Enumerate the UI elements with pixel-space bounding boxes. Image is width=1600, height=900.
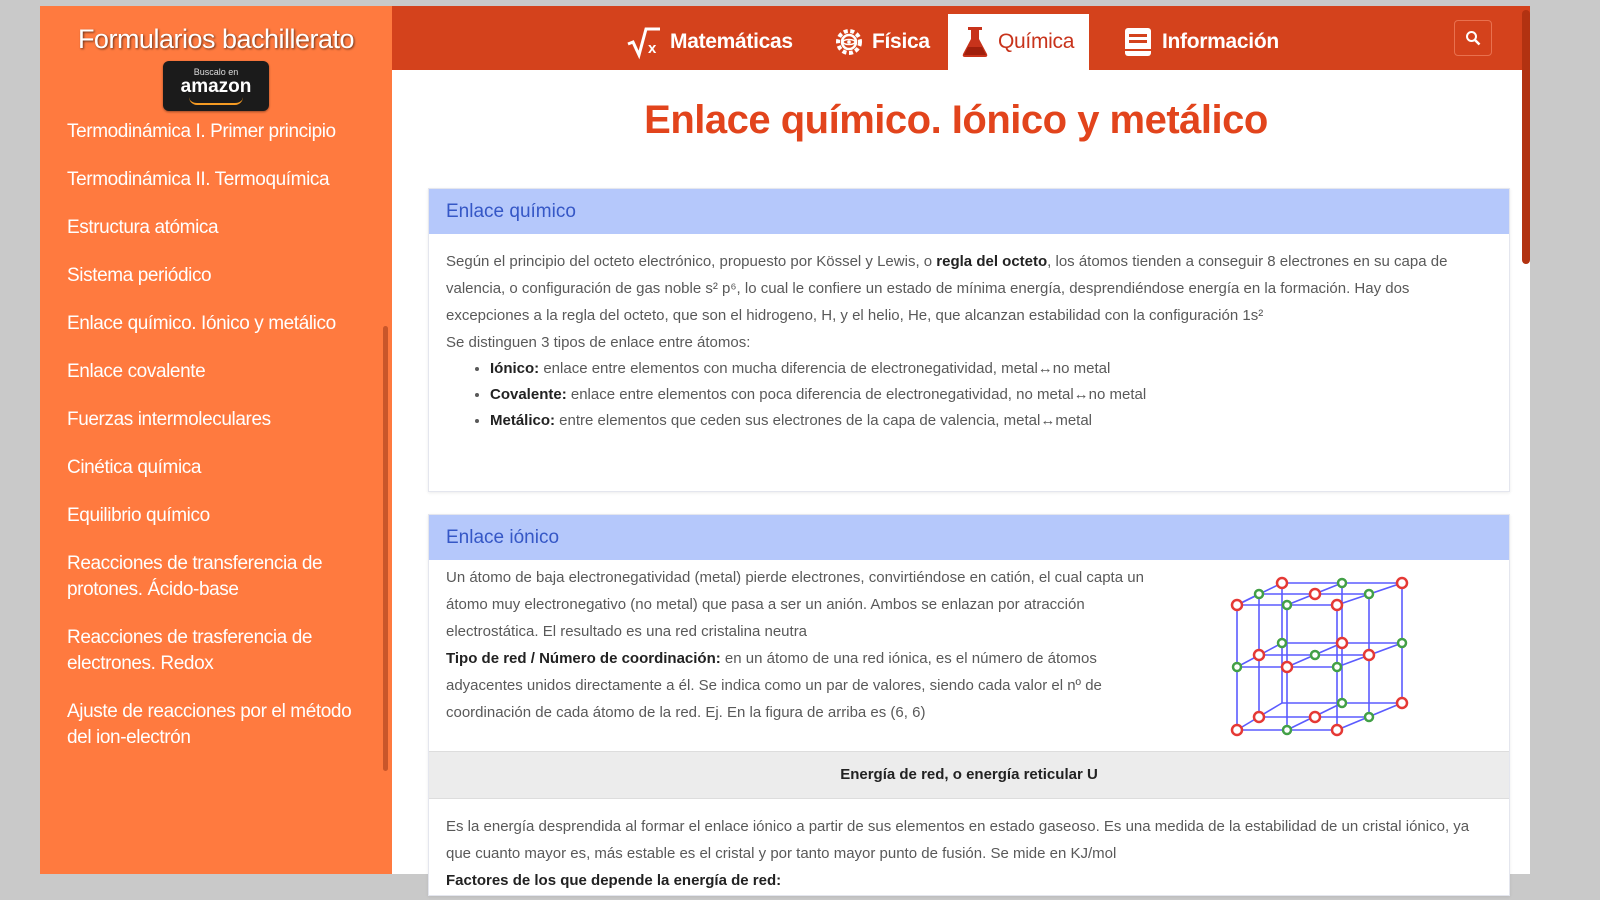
tab-fisica[interactable]: [820, 14, 944, 70]
panel-enlace-ionico: [428, 514, 1510, 896]
text-run: enlace entre elementos con poca diferencia de electronegatividad, no metal↔no metal: [566, 386, 1147, 403]
tab-label: Física: [872, 30, 930, 53]
text-run: enlace entre elementos con mucha diferencia de electronegatividad, metal↔no metal: [539, 360, 1111, 377]
sidebar-item-estructura-atomica[interactable]: Estructura atómica: [67, 217, 219, 238]
tab-label: Química: [998, 30, 1075, 53]
panel-heading: Enlace iónico: [429, 515, 1509, 560]
tab-label: Matemáticas: [670, 30, 793, 53]
sidebar-item-termodinamica-2[interactable]: Termodinámica II. Termoquímica: [67, 169, 330, 190]
bold-term: Covalente:: [490, 386, 567, 403]
paragraph-tipos: Se distinguen 3 tipos de enlace entre átomos:: [446, 334, 751, 351]
book-icon: [1122, 26, 1154, 58]
search-button[interactable]: [1454, 20, 1492, 56]
search-icon: [1465, 30, 1481, 46]
list-item: [490, 382, 1481, 408]
sidebar-item-ion-electron[interactable]: Ajuste de reacciones por el método del ion-electrón: [67, 701, 352, 748]
list-item: [490, 408, 1481, 434]
svg-text:x: x: [648, 40, 657, 57]
text-run: Según el principio del octeto electrónico, propuesto por Kössel y Lewis, o: [446, 253, 937, 270]
sqrt-icon: [626, 26, 662, 58]
amazon-smile-icon: [189, 97, 243, 105]
bold-term: regla del octeto: [936, 253, 1048, 270]
sidebar-item-redox[interactable]: Reacciones de trasferencia de electrones. Redox: [67, 627, 313, 674]
bond-types-list: [446, 356, 1481, 434]
page-title: Enlace químico. Iónico y metálico: [644, 98, 1268, 142]
paragraph-factores: Factores de los que depende la energía de red:: [446, 872, 782, 889]
panel-enlace-quimico: [428, 188, 1510, 492]
ionic-lattice-diagram: [1227, 575, 1417, 745]
amazon-badge[interactable]: [163, 61, 269, 111]
flask-icon: [960, 26, 990, 58]
amazon-badge-small-text: Buscalo en: [193, 67, 239, 77]
sidebar-item-enlace-ionico-metalico[interactable]: Enlace químico. Iónico y metálico: [67, 313, 336, 334]
panel-body: [429, 560, 1174, 726]
panel-heading: Enlace químico: [429, 189, 1509, 234]
panel-body: [429, 234, 1509, 434]
tab-matematicas[interactable]: [612, 14, 807, 70]
text-run: entre elementos que ceden sus electrones de la capa de valencia, metal↔metal: [555, 412, 1092, 429]
browser-viewport: [40, 6, 1530, 889]
page-scrollbar[interactable]: [1522, 10, 1530, 264]
text-run: , los átomos tienden a conseguir 8 electrones en su capa de valencia, o configuración de gas noble s² p⁶, lo cual le confiere un estado de mínima energía, desprendiéndose energía en la formación. Hay dos excepciones a la regla del octeto, que son el hidrogeno, H, y el helio, He, que alcanzan estabilidad con la configuración 1s²: [446, 253, 1448, 324]
sidebar-item-enlace-covalente[interactable]: Enlace covalente: [67, 361, 206, 382]
sidebar-item-fuerzas-intermoleculares[interactable]: Fuerzas intermoleculares: [67, 409, 271, 430]
sidebar-menu: [40, 119, 367, 751]
site-title[interactable]: Formularios bachillerato: [77, 24, 355, 54]
paragraph-ionico: Un átomo de baja electronegatividad (metal) pierde electrones, convirtiéndose en catión, el cual capta un átomo muy electronegativo (no metal) que pasa a ser un anión. Ambos se enlazan por atracción electrostática. El resultado es una red cristalina neutra: [446, 569, 1144, 640]
sidebar-item-cinetica-quimica[interactable]: Cinética química: [67, 457, 202, 478]
paragraph-coordinacion: [446, 645, 1146, 726]
bold-term: Tipo de red / Número de coordinación:: [446, 650, 721, 667]
sidebar-item-termodinamica-1[interactable]: Termodinámica I. Primer principio: [67, 121, 336, 142]
paragraph-energia: Es la energía desprendida al formar el enlace iónico a partir de sus elementos en estado gaseoso. Es una medida de la estabilidad de un cristal iónico, ya que cuanto mayor es, más estable es el cristal y por tanto mayor punto de fusión. Se mide en KJ/mol: [446, 818, 1470, 862]
sidebar-item-equilibrio-quimico[interactable]: Equilibrio químico: [67, 505, 210, 526]
tab-quimica[interactable]: [948, 14, 1089, 70]
sidebar-item-acido-base[interactable]: Reacciones de transferencia de protones. Ácido-base: [67, 553, 323, 600]
list-item: [490, 356, 1481, 382]
tab-informacion[interactable]: [1108, 14, 1293, 70]
sidebar: [40, 6, 392, 874]
main-content: [392, 70, 1520, 889]
top-navigation: [392, 6, 1530, 70]
text-run: en un átomo de una red iónica, es el número de átomos adyacentes unidos directamente a él. Se indica como un par de valores, siendo cada valor el nº de coordinación de cada átomo de la red. Ej. En la figura de arriba es (6, 6): [446, 650, 1102, 721]
bold-term: Metálico:: [490, 412, 556, 429]
amazon-badge-logo-text: amazon: [180, 76, 252, 97]
energia-red-subheading: Energía de red, o energía reticular U: [429, 751, 1509, 799]
atom-gear-icon: [834, 27, 864, 57]
tab-label: Información: [1162, 30, 1279, 53]
sidebar-item-sistema-periodico[interactable]: Sistema periódico: [67, 265, 212, 286]
paragraph-octeto: [446, 248, 1481, 329]
energia-red-body: [446, 813, 1481, 894]
sidebar-scrollbar[interactable]: [383, 326, 388, 771]
bold-term: Iónico:: [490, 360, 540, 377]
